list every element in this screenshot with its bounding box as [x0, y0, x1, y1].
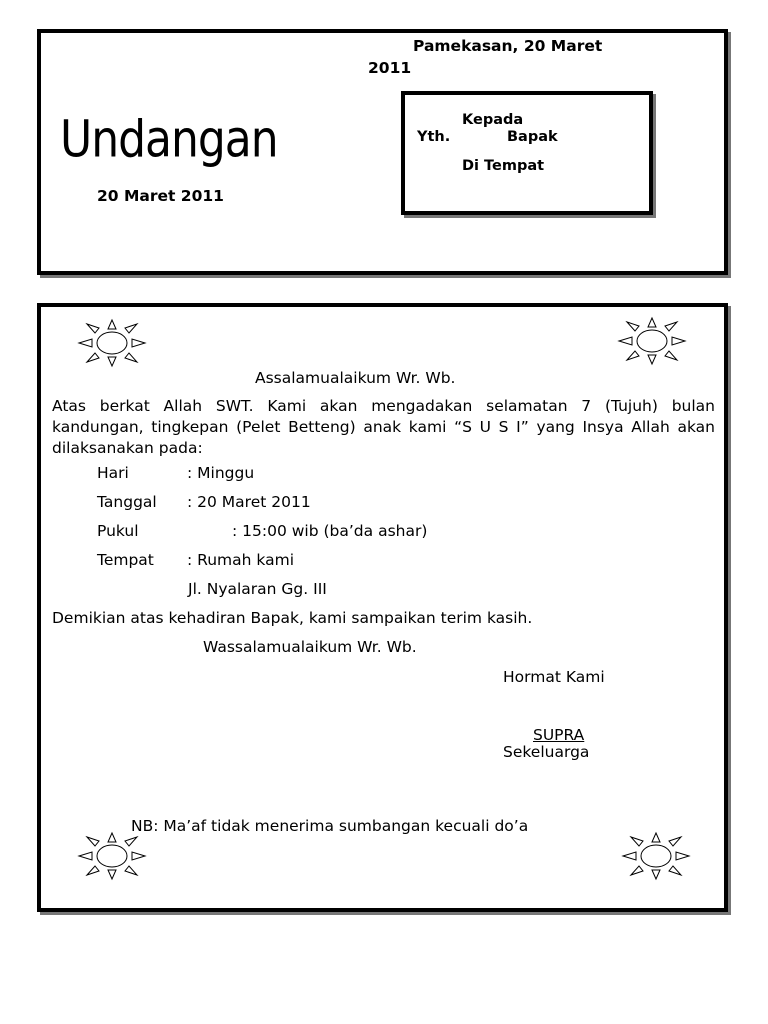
- sun-icon: [617, 316, 687, 366]
- detail-value-tempat: : Rumah kami: [187, 551, 295, 569]
- address-line: Jl. Nyalaran Gg. III: [188, 580, 327, 598]
- farewell: Wassalamualaikum Wr. Wb.: [203, 638, 417, 656]
- regards: Hormat Kami: [503, 668, 605, 686]
- recipient-name: Bapak: [507, 129, 558, 145]
- closing-text: Demikian atas kehadiran Bapak, kami sampaikan terim kasih.: [52, 609, 533, 627]
- recipient-box: [401, 91, 653, 215]
- recipient-place: Di Tempat: [462, 158, 545, 174]
- detail-value-tanggal: : 20 Maret 2011: [187, 493, 311, 511]
- detail-label-tempat: Tempat: [97, 551, 154, 569]
- detail-label-hari: Hari: [97, 464, 129, 482]
- signer-name: SUPRA: [533, 726, 585, 744]
- invitation-title: Undangan: [60, 110, 278, 170]
- place-date-line1: Pamekasan, 20 Maret: [413, 37, 603, 55]
- sun-icon: [621, 831, 691, 881]
- detail-value-pukul: : 15:00 wib (ba’da ashar): [232, 522, 428, 540]
- note: NB: Ma’af tidak menerima sumbangan kecuali do’a: [131, 817, 529, 835]
- greeting: Assalamualaikum Wr. Wb.: [255, 369, 456, 387]
- recipient-to: Kepada: [462, 112, 524, 128]
- place-date-line2: 2011: [368, 59, 412, 77]
- detail-label-tanggal: Tanggal: [97, 493, 157, 511]
- signer-family: Sekeluarga: [503, 743, 590, 761]
- header-date: 20 Maret 2011: [97, 187, 224, 205]
- sun-icon: [77, 318, 147, 368]
- detail-label-pukul: Pukul: [97, 522, 139, 540]
- detail-value-hari: : Minggu: [187, 464, 255, 482]
- intro-paragraph: Atas berkat Allah SWT. Kami akan mengadakan selamatan 7 (Tujuh) bulan kandungan, tingkepan (Pelet Betteng) anak kami “S U S I” yang Insya Allah akan dilaksanakan pada:: [52, 397, 715, 457]
- recipient-yth: Yth.: [417, 129, 451, 145]
- sun-icon: [77, 831, 147, 881]
